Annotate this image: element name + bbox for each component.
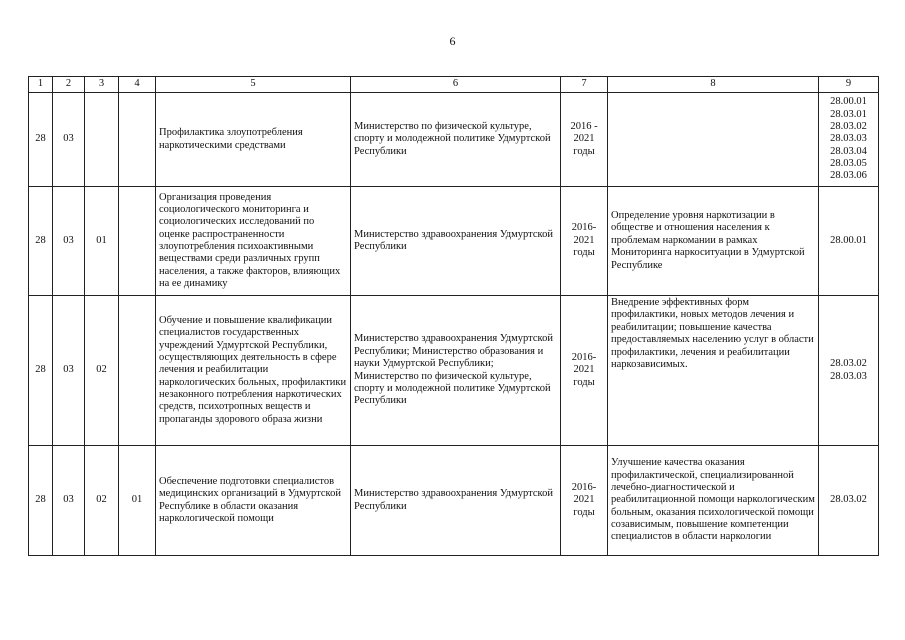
indicator-code: 28.03.02: [830, 494, 867, 506]
indicator-code: 28.03.03: [830, 133, 867, 145]
code-main-activity: 02: [85, 446, 119, 556]
code-gp: 28: [29, 296, 53, 446]
program-activities-table: [28, 76, 879, 556]
code-subprogram: 03: [53, 187, 85, 296]
table-row: [29, 93, 879, 187]
expected-result: Определение уровня наркотизации в обществе и отношения населения к проблемам наркомании в рамках Мониторинга наркоситуации в Удмуртской Республике: [608, 187, 819, 296]
code-subprogram: 03: [53, 446, 85, 556]
period: 2016-2021 годы: [561, 187, 608, 296]
expected-result: [608, 93, 819, 187]
indicator-code: 28.03.02: [830, 358, 867, 370]
period: 2016 - 2021 годы: [561, 93, 608, 187]
executor: Министерство здравоохранения Удмуртской Республики: [351, 187, 561, 296]
executor: Министерство по физической культуре, спорту и молодежной политике Удмуртской Республики: [351, 93, 561, 187]
indicator-code: 28.03.02: [830, 120, 867, 132]
code-main-activity: [85, 93, 119, 187]
code-activity: [119, 187, 156, 296]
code-main-activity: 01: [85, 187, 119, 296]
code-main-activity: 02: [85, 296, 119, 446]
indicator-codes: [819, 296, 879, 446]
indicator-code: 28.03.04: [830, 145, 867, 157]
header-cell: 7: [561, 77, 608, 93]
activity-name: Профилактика злоупотребления наркотическими средствами: [156, 93, 351, 187]
header-cell: 8: [608, 77, 819, 93]
code-gp: 28: [29, 93, 53, 187]
header-cell: 5: [156, 77, 351, 93]
code-activity: 01: [119, 446, 156, 556]
code-gp: 28: [29, 187, 53, 296]
period: 2016-2021 годы: [561, 446, 608, 556]
table-row: [29, 296, 879, 446]
executor: Министерство здравоохранения Удмуртской Республики: [351, 446, 561, 556]
code-subprogram: 03: [53, 296, 85, 446]
header-cell: 1: [29, 77, 53, 93]
code-subprogram: 03: [53, 93, 85, 187]
table-row: [29, 446, 879, 556]
header-cell: 3: [85, 77, 119, 93]
header-cell: 6: [351, 77, 561, 93]
table-row: [29, 187, 879, 296]
header-cell: 2: [53, 77, 85, 93]
header-cell: 9: [819, 77, 879, 93]
activity-name: Организация проведения социологического мониторинга и социологических исследований по оценке распространенности злоупотребления психоактивными веществами среди различных групп населения, а также факторов, влияющих на ее динамику: [156, 187, 351, 296]
indicator-code: 28.03.03: [830, 370, 867, 382]
indicator-codes: [819, 446, 879, 556]
indicator-code: 28.03.06: [830, 170, 867, 182]
executor: Министерство здравоохранения Удмуртской Республики; Министерство образования и науки Удмуртской Республики; Министерство по физической культуре, спорту и молодежной политике Удмуртской Республики: [351, 296, 561, 446]
indicator-code: 28.00.01: [830, 96, 867, 108]
code-activity: [119, 93, 156, 187]
indicator-code: 28.03.05: [830, 158, 867, 170]
expected-result: Внедрение эффективных форм профилактики, новых методов лечения и реабилитации; повышение качества предоставляемых населению услуг в области профилактики, лечения и реабилитации наркозависимых.: [608, 296, 819, 446]
expected-result: Улучшение качества оказания профилактической, специализированной лечебно-диагностической и реабилитационной помощи наркологическим больным, оказания психологической помощи созависимым, повышение компетенции специалистов в области наркологии: [608, 446, 819, 556]
page-number: 6: [449, 34, 456, 48]
indicator-code: 28.00.01: [830, 234, 867, 246]
period: 2016-2021 годы: [561, 296, 608, 446]
indicator-codes: [819, 187, 879, 296]
header-row: [29, 77, 879, 93]
code-gp: 28: [29, 446, 53, 556]
header-cell: 4: [119, 77, 156, 93]
activity-name: Обеспечение подготовки специалистов медицинских организаций в Удмуртской Республике в области оказания наркологической помощи: [156, 446, 351, 556]
code-activity: [119, 296, 156, 446]
activity-name: Обучение и повышение квалификации специалистов государственных учреждений Удмуртской Республики, осуществляющих деятельность в сфере лечения и реабилитации наркологических больных, профилактики незаконного потребления наркотических средств, психотропных веществ и пропаганды здорового образа жизни: [156, 296, 351, 446]
indicator-code: 28.03.01: [830, 108, 867, 120]
indicator-codes: [819, 93, 879, 187]
